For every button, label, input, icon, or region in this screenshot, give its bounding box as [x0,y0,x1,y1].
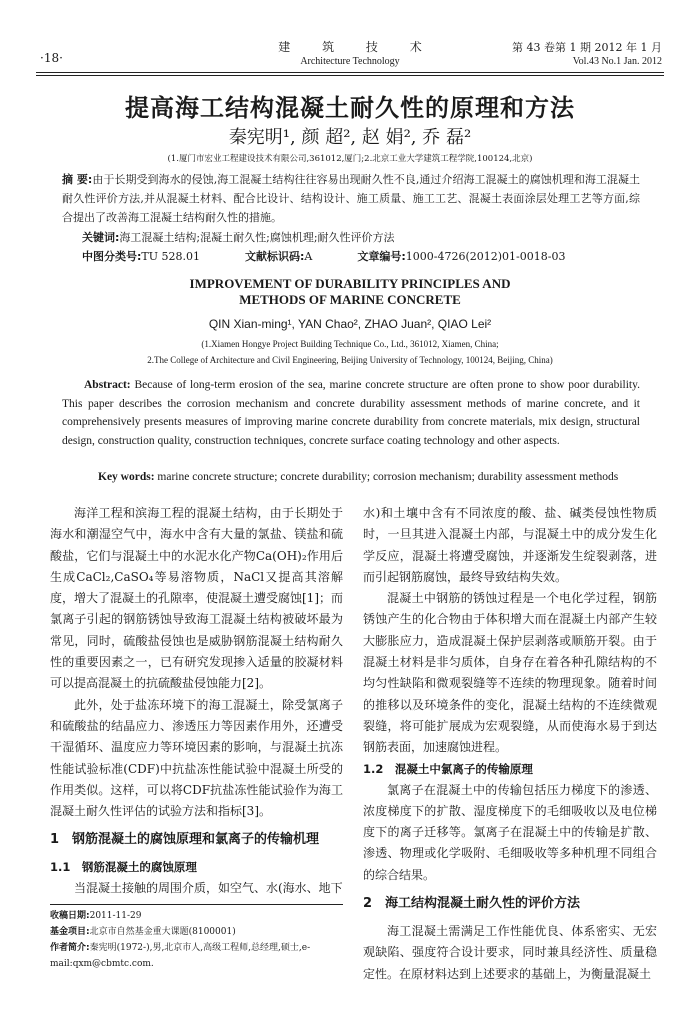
doc-code-label: 文献标识码: [245,250,305,263]
page-number: ·18· [40,51,63,65]
doc-code-value: A [304,250,313,263]
article-number-value: 1000-4726(2012)01-0018-03 [405,250,566,263]
header-rule-thin [36,75,664,76]
issue-info [512,40,662,68]
fund-project [50,924,343,940]
keywords-en [62,468,640,487]
section-heading-1: 1 钢筋混凝土的腐蚀原理和氯离子的传输机理 [50,832,320,848]
keywords-cn-text: 海工混凝土结构;混凝土耐久性;腐蚀机理;耐久性评价方法 [119,231,395,244]
paragraph: 混凝土中钢筋的锈蚀过程是一个电化学过程，钢筋锈蚀产生的化合物由于体积增大而在混凝土内部产生较大膨胀应力，造成混凝土保护层剥落或顺筋开裂。由于混凝土材料是非匀质体，自身存在着各种孔隙结构的不均匀性缺陷和微观裂缝等不连续的物理现象。随着时间的推移以及环境条件的变化，混凝土结构的不连续微观裂缝，将可能扩展成为宏观裂缝，从而使海水易于到达钢筋表面，加速腐蚀进程。 [363,591,657,755]
issue-en: Vol.43 No.1 Jan. 2012 [572,56,662,67]
header-rule [36,72,664,73]
received-date [50,908,343,924]
footnote-rule [50,904,343,905]
fund-value: 北京市自然基金重大课题(8100001) [89,927,236,937]
subsection-heading-1-2: 1.2 混凝土中氯离子的传输原理 [363,761,533,776]
page-header [36,40,664,70]
received-label: 收稿日期: [50,911,90,921]
abstract-cn [62,170,640,227]
received-value: 2011-11-29 [89,911,142,921]
body-left-column [50,503,343,900]
fund-label: 基金项目: [50,927,90,937]
abstract-en-label: Abstract: [84,379,131,391]
paper-title-en [0,276,700,308]
paragraph: 氯离子在混凝土中的传输包括压力梯度下的渗透、浓度梯度下的扩散、湿度梯度下的毛细吸收以及电位梯度下的离子迁移等。氯离子在混凝土中的传输是扩散、渗透、物理或化学吸附、毛细吸收等多种机理不同组合的综合结果。 [363,782,657,882]
affiliation-en-2: 2.The College of Architecture and Civil Engineering, Beijing University of Technology, 100124, Beijing, China) [147,355,553,365]
section-heading-2: 2 海工结构混凝土耐久性的评价方法 [363,896,581,912]
abstract-en-text: Because of long-term erosion of the sea, marine concrete structure are often prone to show poor durability. This paper describes the corrosion mechanism and concrete durability assessment methods of marine concrete, and it comprehensively presents measures of improving marine concrete durability from concrete materials, mix design, structural design, construction quality, construction techniques, concrete surface coating technology and other aspects. [62,379,640,447]
footnote [50,908,343,972]
paragraph: 当混凝土接触的周围介质，如空气、水(海水、地下 [74,881,343,896]
journal-name-en: Architecture Technology [300,56,400,67]
affiliation-en [0,336,700,368]
subsection-heading-1-1: 1.1 钢筋混凝土的腐蚀原理 [50,860,197,875]
paper-title-en-line1: IMPROVEMENT OF DURABILITY PRINCIPLES AND [189,276,511,291]
classification-line [82,247,640,266]
keywords-cn-label: 关键词: [82,231,120,244]
abstract-cn-label: 摘 要: [62,173,93,186]
keywords-cn [82,228,640,247]
issue-cn: 第 43 卷第 1 期 2012 年 1 月 [512,41,662,54]
authors-en: QIN Xian-ming¹, YAN Chao², ZHAO Juan², QIAO Lei² [208,317,492,331]
affiliation-cn: (1.厦门市宏业工程建设技术有限公司,361012,厦门;2.北京工业大学建筑工程学院,100124,北京) [167,154,533,164]
paper-title-cn: 提高海工结构混凝土耐久性的原理和方法 [125,94,575,122]
paragraph: 此外，处于盐冻环境下的海工混凝土，除受氯离子和硫酸盐的结晶应力、渗透压力等因素作用外，还遭受干湿循环、温度应力等环境因素的影响，与混凝土抗冻性能试验标准(CDF)中抗盐冻性能试验中混凝土所受的作用类似。这样，可以将CDF抗盐冻性能试验作为海工混凝土耐久性评估的试验方法和指标[3]。 [50,697,343,819]
paper-title-en-line2: METHODS OF MARINE CONCRETE [239,292,461,307]
abstract-cn-text: 由于长期受到海水的侵蚀,海工混凝土结构往往容易出现耐久性不良,通过介绍海工混凝土的腐蚀机理和海工混凝土耐久性评价方法,并从混凝土材料、配合比设计、结构设计、施工质量、施工工艺、混凝土表面涂层处理工艺等方面,综合提出了改善海工混凝土结构耐久性的措施。 [62,173,640,224]
paragraph: 水)和土壤中含有不同浓度的酸、盐、碱类侵蚀性物质时，一旦其进入混凝土内部，与混凝土中的成分发生化学反应，混凝土将遭受腐蚀，并逐渐发生绽裂剥落，进而引起钢筋腐蚀，最终导致结构失效。 [363,506,657,584]
affiliation-en-1: (1.Xiamen Hongye Project Building Technique Co., Ltd., 361012, Xiamen, China; [201,339,499,349]
clc-value: TU 528.01 [141,250,200,263]
article-number-label: 文章编号: [357,250,406,263]
author-bio-label: 作者简介: [50,943,90,953]
authors-cn: 秦宪明¹, 颜 超², 赵 娟², 乔 磊² [228,127,472,148]
keywords-en-text: marine concrete structure; concrete durability; corrosion mechanism; durability assessment methods [157,471,619,483]
body-right-column [363,503,657,985]
author-bio-value: 秦宪明(1972-),男,北京市人,高级工程师,总经理,硕士,e-mail:qxm@cbmtc.com. [50,943,311,969]
journal-name-cn: 建 筑 技 术 [278,40,436,54]
clc-label: 中图分类号: [82,250,142,263]
keywords-en-label: Key words: [98,471,155,483]
paragraph: 海工混凝土需满足工作性能优良、体系密实、无宏观缺陷、强度符合设计要求，同时兼具经济性、质量稳定性。在原材料达到上述要求的基础上，为衡量混凝土 [363,924,657,981]
abstract-en [62,376,640,450]
author-bio [50,940,343,972]
paragraph: 海洋工程和滨海工程的混凝土结构，由于长期处于海水和潮湿空气中，海水中含有大量的氯盐、镁盐和硫酸盐，它们与混凝土中的水泥水化产物Ca(OH)₂作用后生成CaCl₂,CaSO₄等易溶物质，NaCl又提高其溶解度，增大了混凝土的孔隙率，使混凝土遭受腐蚀[1]；而氯离子引起的钢筋锈蚀导致海工混凝土结构被破坏最为常见，同时，硫酸盐侵蚀也是威胁钢筋混凝土结构耐久性的重要因素之一，已有研究发现掺入适量的胶凝材料可以提高混凝土的抗硫酸盐侵蚀能力[2]。 [50,506,344,691]
